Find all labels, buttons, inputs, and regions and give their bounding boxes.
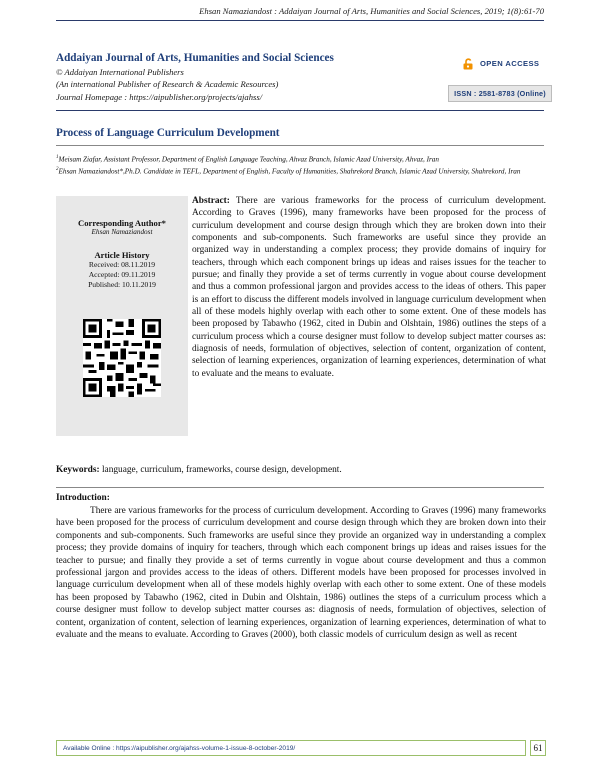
journal-homepage-link[interactable]: Journal Homepage : https://aipublisher.org/projects/ajahss/ xyxy=(56,91,263,102)
keywords-rule xyxy=(56,487,544,488)
journal-name: Addaiyan Journal of Arts, Humanities and Social Sciences xyxy=(56,52,334,64)
keywords-label: Keywords: xyxy=(56,465,100,475)
keywords-text: language, curriculum, frameworks, course design, development. xyxy=(101,465,342,475)
published-date: Published: 10.11.2019 xyxy=(88,280,156,289)
journal-header xyxy=(56,52,396,103)
journal-subtitle: (An international Publisher of Research & Academic Resources) xyxy=(56,79,279,90)
journal-publisher: © Addaiyan International Publishers xyxy=(56,67,184,77)
article-history-label: Article History xyxy=(94,250,150,260)
accepted-date: Accepted: 09.11.2019 xyxy=(88,270,156,279)
introduction-text: There are various frameworks for the process of curriculum development. According to Graves (1996) many frameworks have been proposed for the process of curriculum development and course design through which they are broken down into their components and sub-components. Such frameworks are useful since they provide an organized way in understanding a complex process; they provide domains of inquiry for teachers, through which each component brings up ideas and raises issues for the teacher to pursue; and finally they provide a set of terms currently in vogue about course development and thus a common professional jargon and provides access to the ideas of others. Different models have been proposed for processes involved in language curriculum development when all of these models highly overlap with each other to some extent. One of these models has been proposed by Tabawho (1962, cited in Dubin and Olshtain, 1986) outlines the steps of a curriculum process which a course designer must follow to develop subject matter courses as: diagnosis of needs, formulation of objectives, selection of content, organization of content, selection of learning experiences, organization of learning experiences, determination of what to evaluate and the means to evaluate. According to Graves (2000), both classic models of curriculum design as well as recent xyxy=(56,506,546,641)
abstract-text: There are various frameworks for the process of curriculum development. According to Graves (1996), many frameworks have been proposed for the process of curriculum development and course design through which they are broken down into their components and sub-components. Such frameworks are useful since they provide an organized way in understanding a complex process; they provide domains of inquiry for teachers, through which each component brings up ideas and raises issues for the teacher to pursue; and finally they provide a set of terms currently in vogue about course development and thus a common professional jargon and provides access to the ideas of others. This paper is an effort to discuss the different models involved in language curriculum development when all of these models highly overlap with each other to some extent. One of these models has been proposed by Tabawho (1962, cited in Dubin and Olshtain, 1986) outlines the steps of a curriculum process which a course designer must follow to develop subject matter courses as: diagnosis of needs, formulation of objectives, selection of content, organization of content, selection of learning experiences, organization of learning experiences, determination of what to evaluate and the means to evaluate. xyxy=(192,196,546,379)
introduction-heading: Introduction: xyxy=(56,493,110,503)
corresponding-author-name: Ehsan Namaziandost xyxy=(91,228,153,236)
abstract xyxy=(56,195,546,449)
affiliations xyxy=(56,153,546,177)
top-rule xyxy=(56,20,544,21)
keywords xyxy=(56,465,546,475)
issn-badge: ISSN : 2581-8783 (Online) xyxy=(448,85,552,102)
open-access-label: OPEN ACCESS xyxy=(480,59,540,68)
affiliation-1: $^1$Meisam Ziafar, Assistant Professor, Department of English Language Teaching, Ahvaz Branch, Islamic Azad University, Ahvaz, Iran xyxy=(56,155,439,164)
abstract-float-spacer xyxy=(56,195,192,449)
abstract-label: Abstract: xyxy=(192,196,230,206)
article-title: Process of Language Curriculum Development xyxy=(56,127,280,139)
open-lock-icon xyxy=(462,58,474,70)
open-access-badge xyxy=(462,55,548,72)
page-number: 61 xyxy=(530,740,546,756)
affiliation-2: $^2$Ehsan Namaziandost*,Ph.D. Candidate in TEFL, Department of English, Faculty of Humanities, Shahrekord Branch, Islamic Azad University, Shahrekord, Iran xyxy=(56,166,521,176)
title-rule xyxy=(56,145,544,146)
received-date: Received: 08.11.2019 xyxy=(88,260,156,269)
footer-available-online-link[interactable]: Available Online : https://aipublisher.org/ajahss-volume-1-issue-8-october-2019/ xyxy=(56,740,526,756)
corresponding-author-label: Corresponding Author* xyxy=(78,218,166,228)
header-rule xyxy=(56,110,544,111)
running-head: Ehsan Namaziandost : Addaiyan Journal of Arts, Humanities and Social Sciences, 2019; 1(8):61-70 xyxy=(199,6,544,16)
